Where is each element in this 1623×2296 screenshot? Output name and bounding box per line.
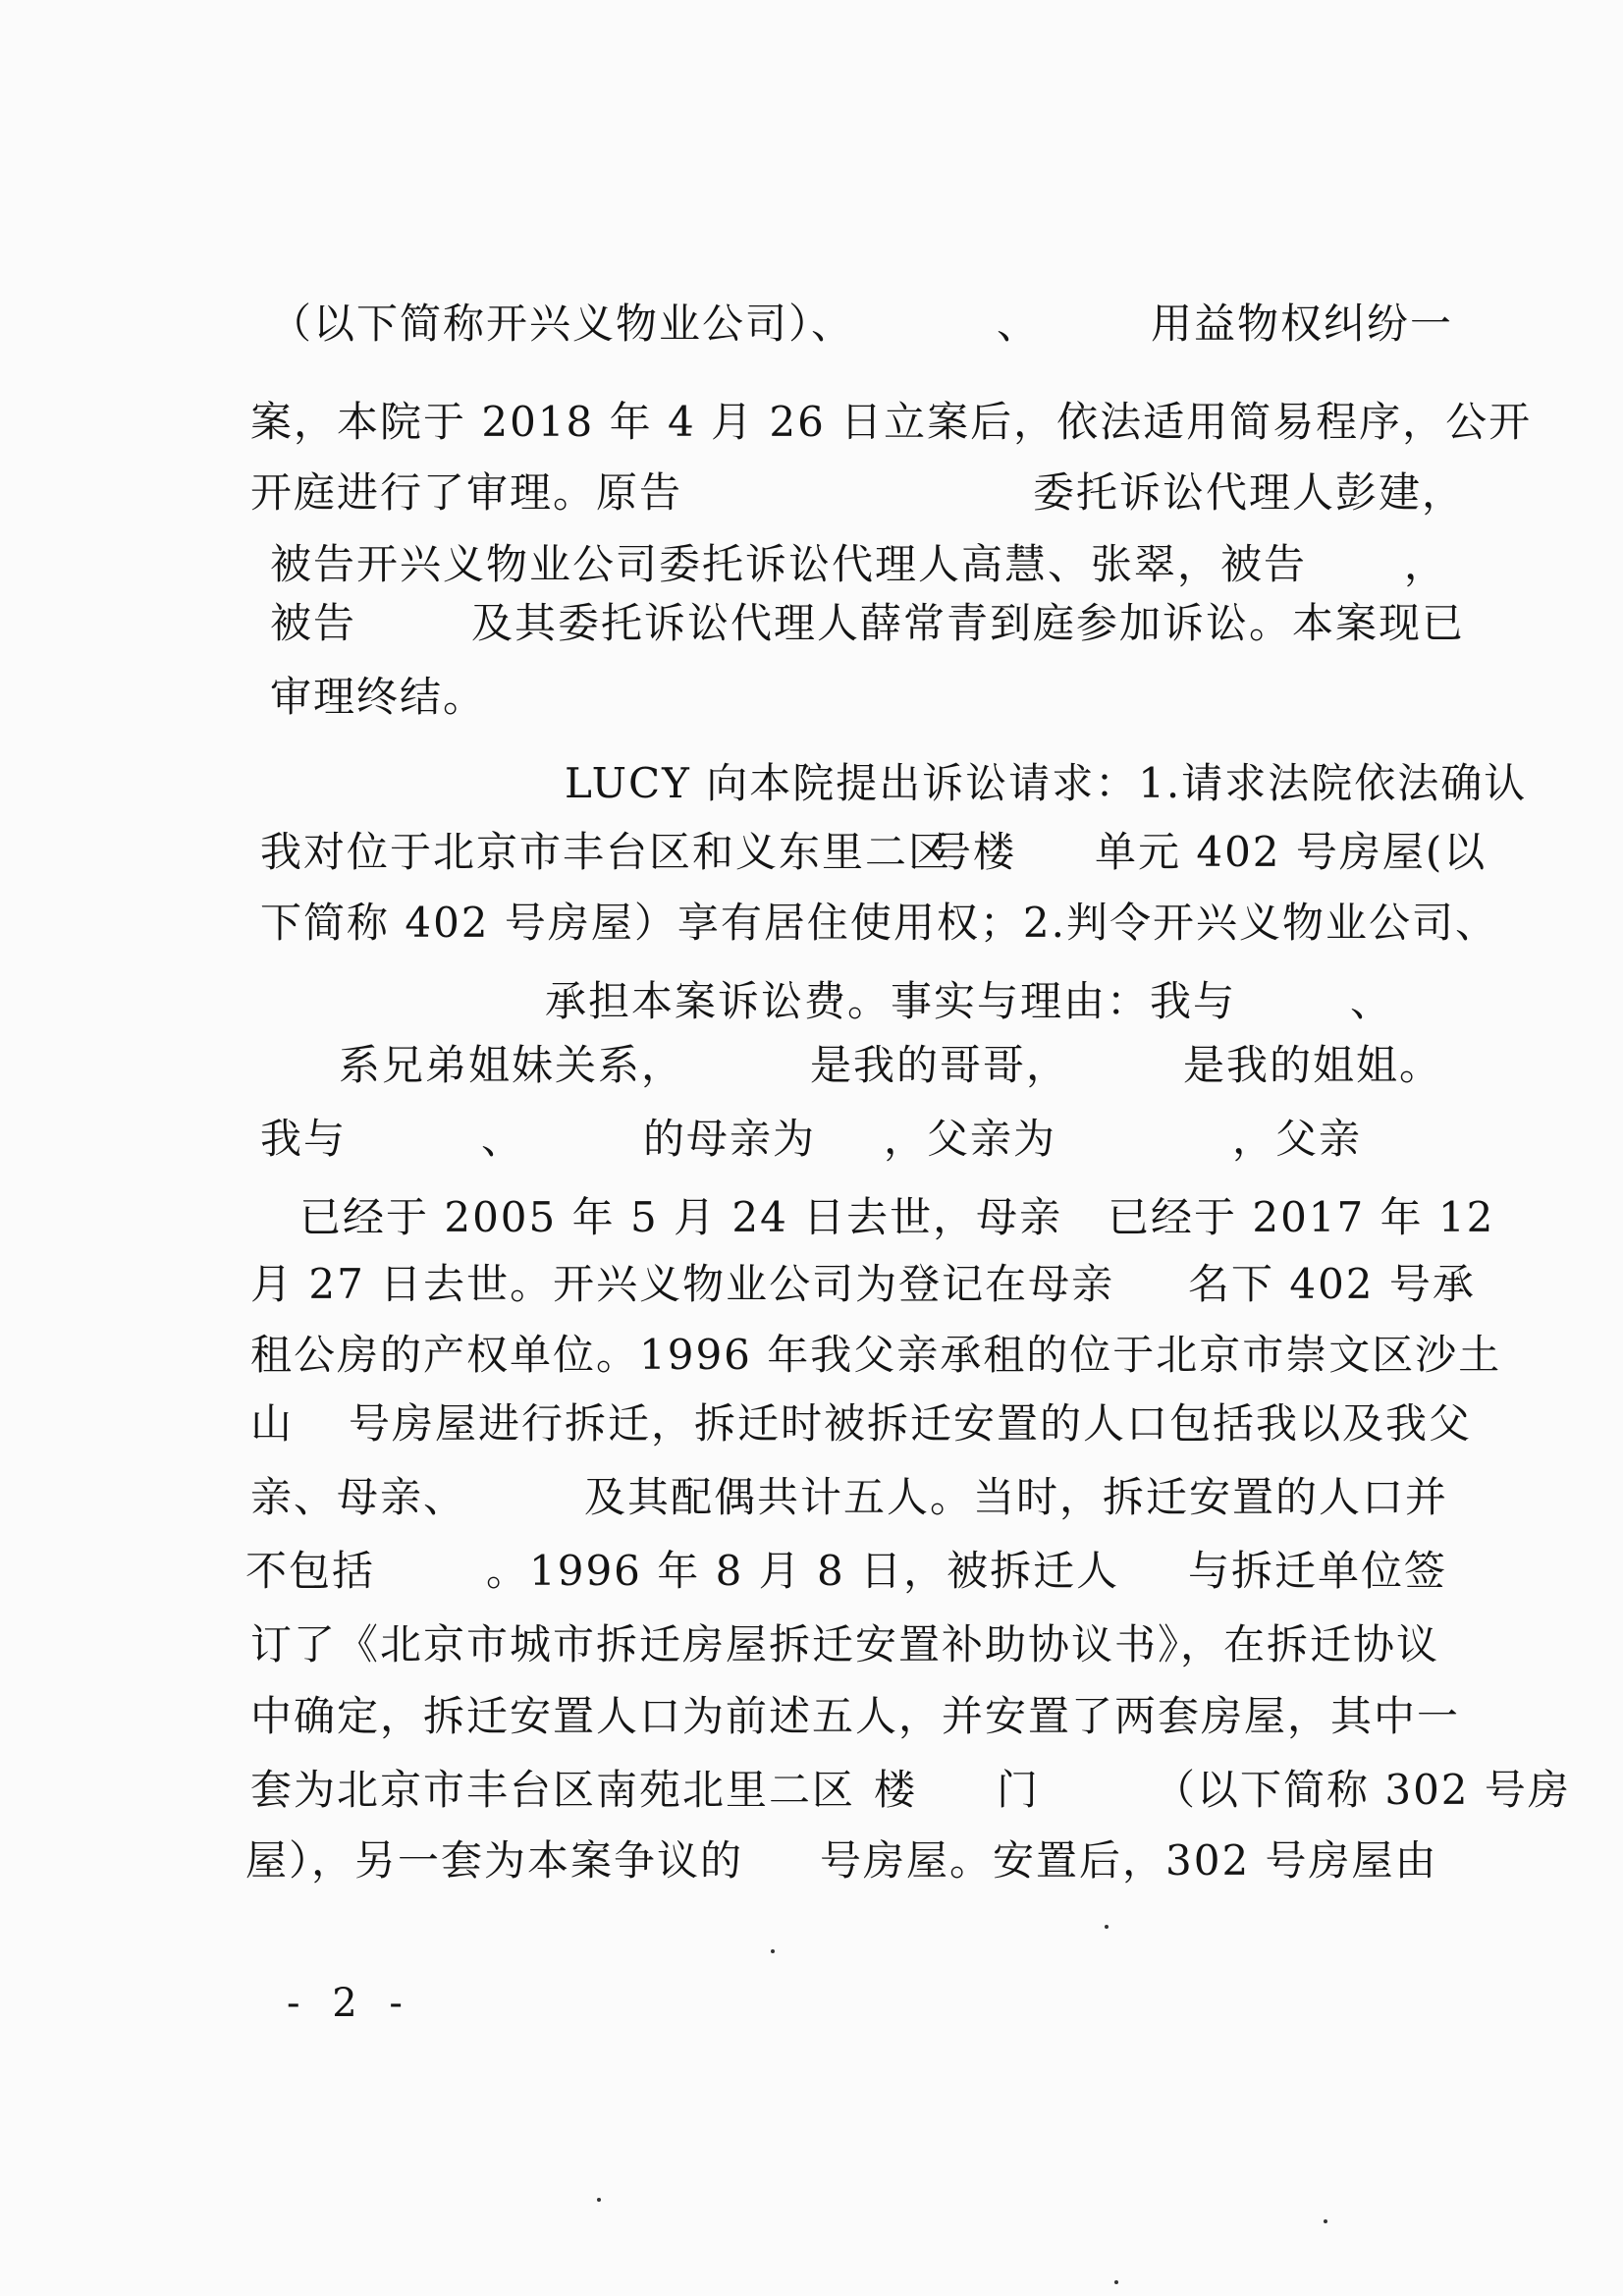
text-segment: 楼 — [874, 1766, 918, 1814]
text-segment: 屋），另一套为本案争议的 — [245, 1836, 744, 1885]
text-segment: 开庭进行了审理。原告 — [250, 468, 683, 517]
text-segment: 订了《北京市城市拆迁房屋拆迁安置补助协议书》，在拆迁协议 — [250, 1620, 1440, 1668]
text-segment: ，父亲 — [1232, 1115, 1363, 1163]
text-segment: 审理终结。 — [270, 673, 487, 721]
text-segment: 我与 — [260, 1115, 348, 1163]
text-segment: 下简称 402 号房屋）享有居住使用权；2.判令开兴义物业公司、 — [260, 899, 1498, 947]
text-segment: 与拆迁单位签 — [1188, 1547, 1448, 1595]
text-segment: 号房屋进行拆迁，拆迁时被拆迁安置的人口包括我以及我父 — [349, 1399, 1473, 1448]
text-segment: 山 — [250, 1399, 295, 1448]
scan-speck — [1324, 2219, 1327, 2223]
text-segment: 号房屋。安置后，302 号房屋由 — [820, 1836, 1438, 1885]
text-segment: 及其委托诉讼代理人薛常青到庭参加诉讼。本案现已 — [471, 599, 1466, 647]
text-segment: 委托诉讼代理人彭建， — [1033, 468, 1466, 517]
scan-speck — [771, 1949, 775, 1953]
text-segment: 承担本案诉讼费。事实与理由：我与 — [545, 977, 1237, 1025]
text-segment: 用益物权纠纷一 — [1151, 300, 1454, 348]
text-segment: 号楼 — [930, 828, 1017, 876]
text-segment: 已经于 2017 年 12 — [1108, 1193, 1495, 1241]
scan-speck — [1105, 1925, 1109, 1929]
text-segment: LUCY 向本院提出诉讼请求：1.请求法院依法确认 — [565, 759, 1528, 807]
text-segment: 租公房的产权单位。1996 年我父亲承租的位于北京市崇文区沙土 — [250, 1331, 1502, 1379]
text-segment: 被告开兴义物业公司委托诉讼代理人高慧、张翠，被告 — [270, 540, 1308, 588]
text-segment: 、 — [1350, 977, 1394, 1025]
text-segment: 、 — [481, 1115, 525, 1163]
text-segment: 、 — [997, 300, 1041, 348]
text-segment: ， — [1404, 540, 1448, 588]
scan-speck — [1114, 2280, 1118, 2284]
text-segment: 中确定，拆迁安置人口为前述五人，并安置了两套房屋，其中一 — [250, 1692, 1461, 1740]
text-segment: ，父亲为 — [884, 1115, 1057, 1163]
text-segment: 已经于 2005 年 5 月 24 日去世，母亲 — [299, 1193, 1063, 1241]
text-segment: 月 27 日去世。开兴义物业公司为登记在母亲 — [250, 1260, 1115, 1308]
text-segment: 不包括 — [245, 1547, 376, 1595]
text-segment: 被告 — [270, 599, 357, 647]
text-segment: 名下 402 号承 — [1188, 1260, 1476, 1308]
text-segment: （以下简称开兴义物业公司）、 — [270, 300, 855, 348]
text-segment: 亲、母亲、 — [250, 1473, 467, 1521]
text-segment: 套为北京市丰台区南苑北里二区 — [250, 1766, 856, 1814]
text-segment: 的母亲为 — [643, 1115, 817, 1163]
text-segment: 是我的姐姐。 — [1183, 1041, 1443, 1089]
text-segment: （以下简称 302 号房 — [1154, 1766, 1571, 1814]
scan-speck — [597, 2198, 601, 2202]
text-segment: 及其配偶共计五人。当时，拆迁安置的人口并 — [584, 1473, 1449, 1521]
text-segment: 是我的哥哥， — [810, 1041, 1070, 1089]
text-segment: 门 — [997, 1766, 1041, 1814]
text-segment: 单元 402 号房屋(以 — [1095, 828, 1488, 876]
page-number: - 2 - — [287, 1981, 412, 2026]
text-segment: 系兄弟姐妹关系， — [339, 1041, 685, 1089]
text-segment: 我对位于北京市丰台区和义东里二区 — [260, 828, 952, 876]
text-segment: 。1996 年 8 月 8 日，被拆迁人 — [486, 1547, 1120, 1595]
text-segment: 案，本院于 2018 年 4 月 26 日立案后，依法适用简易程序，公开 — [250, 398, 1533, 446]
